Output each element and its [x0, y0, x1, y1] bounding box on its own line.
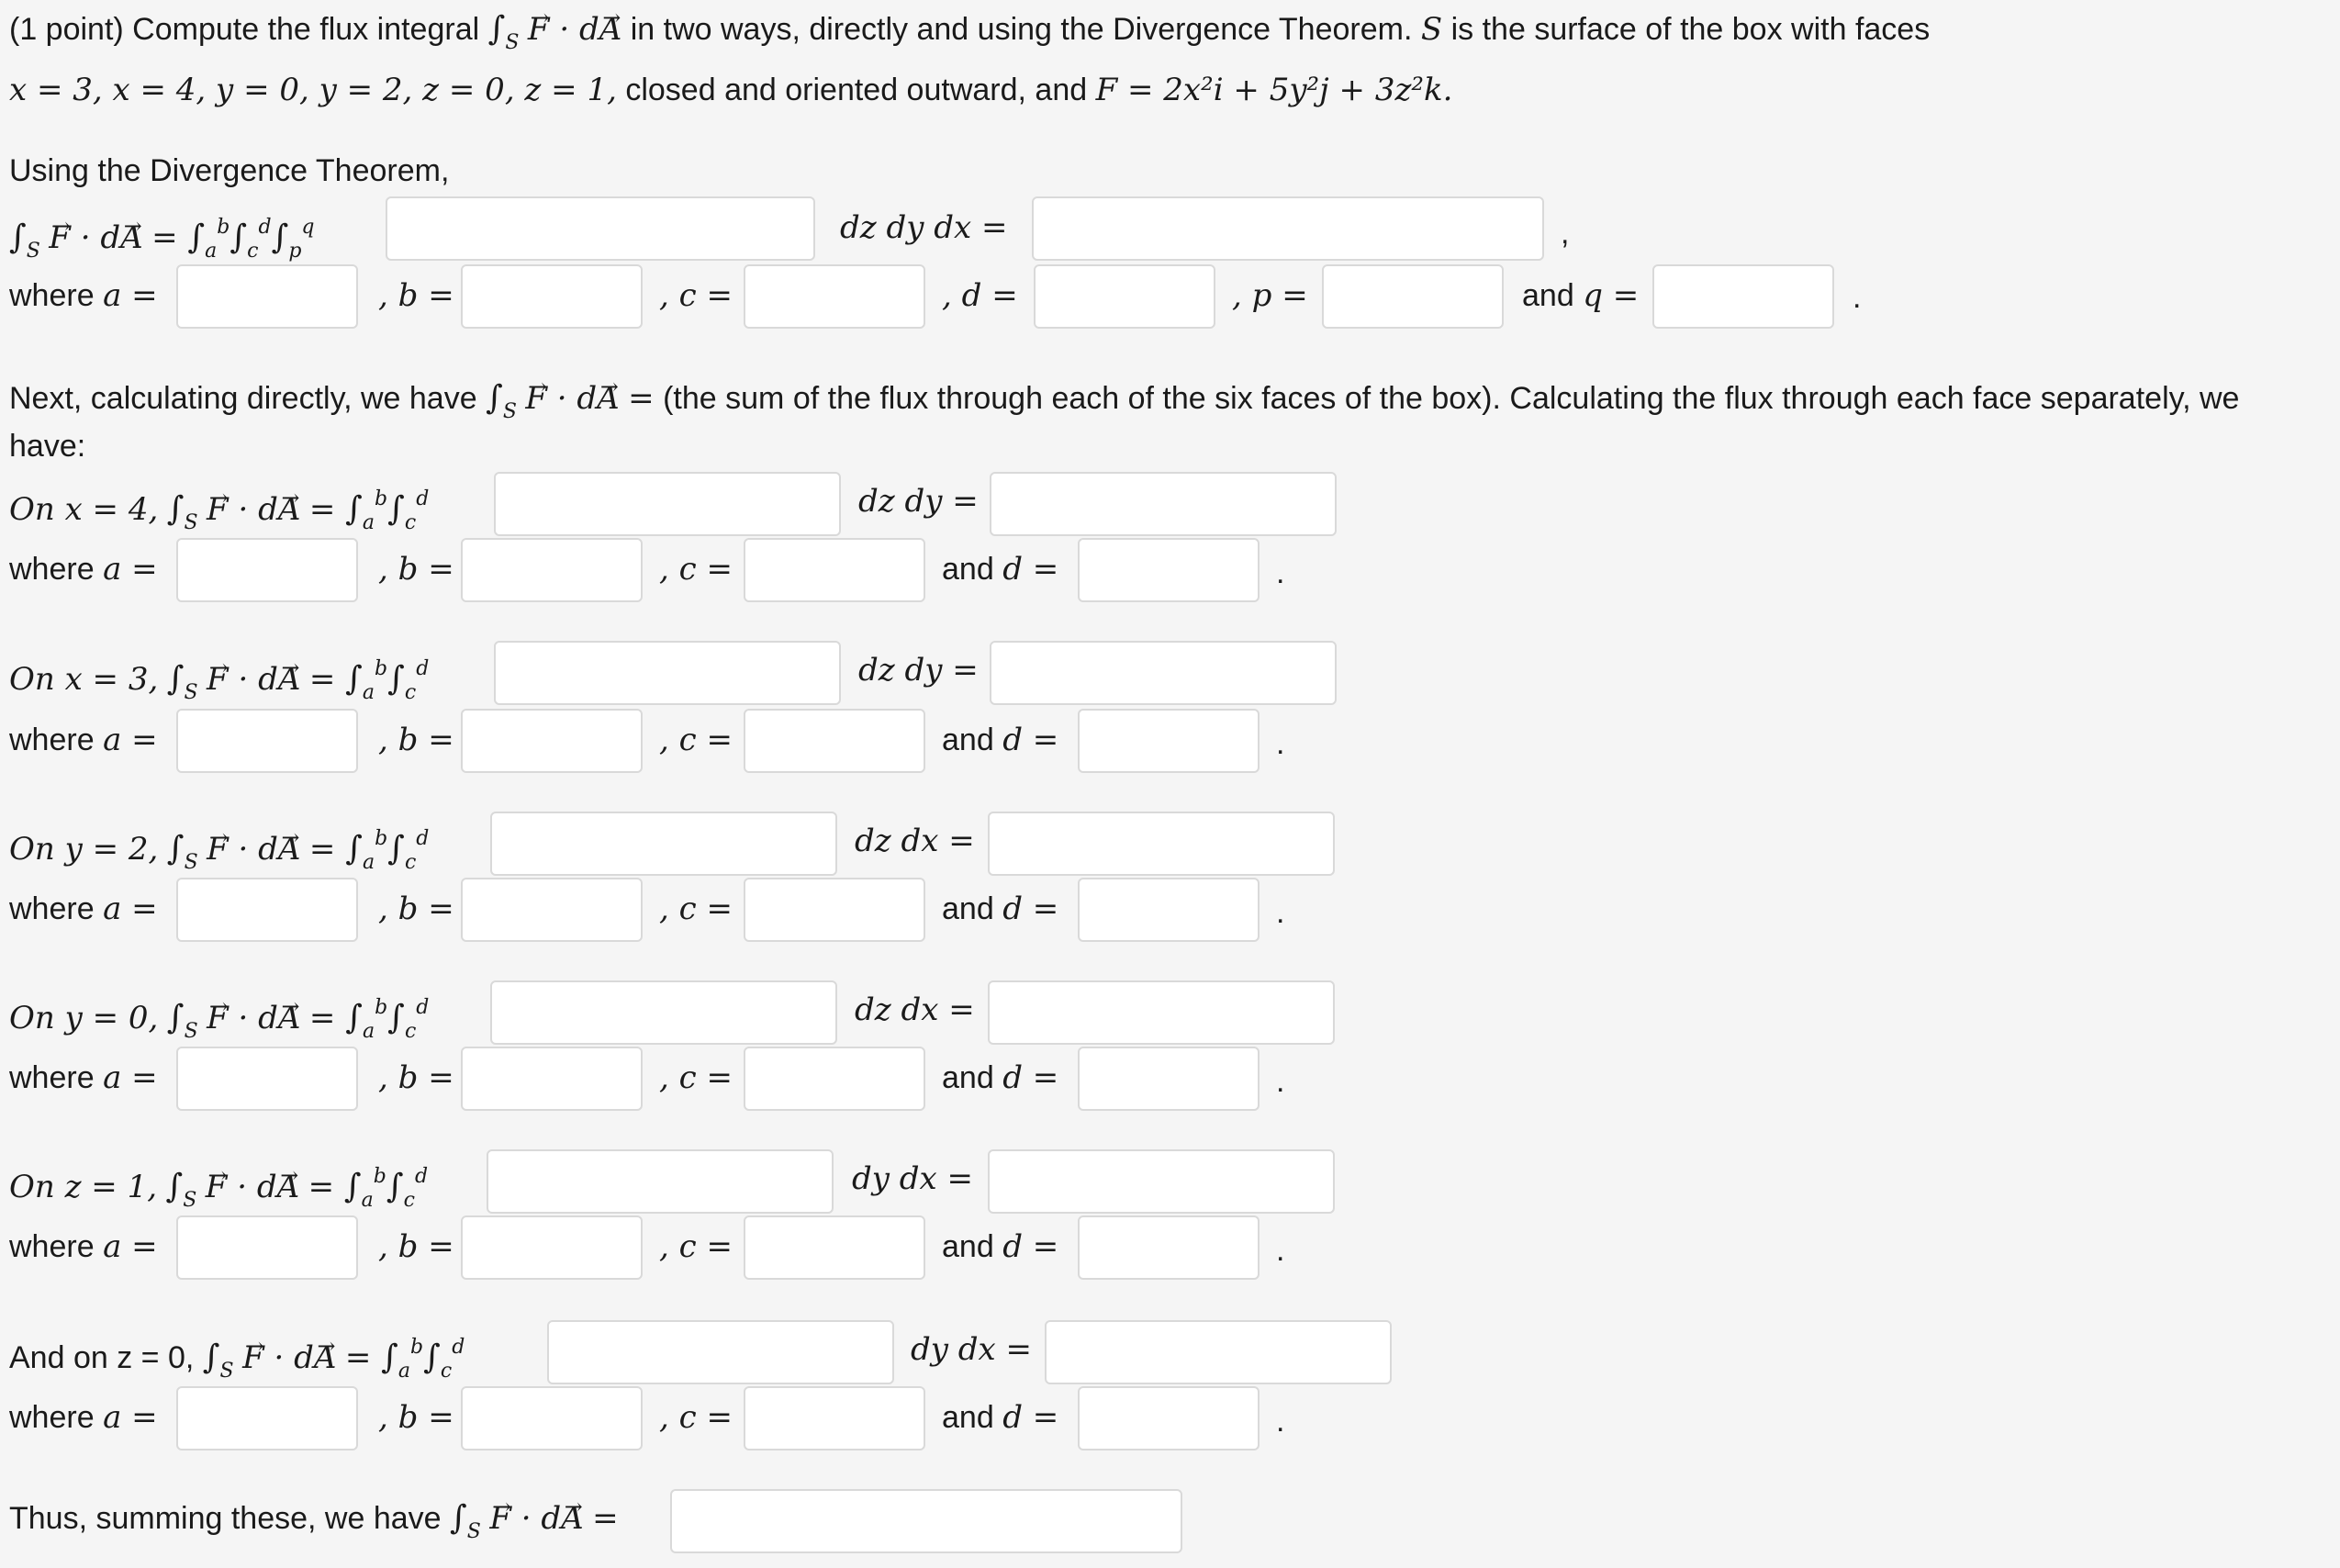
- face-y2-integrand-input[interactable]: [490, 812, 837, 876]
- div-differentials: dz dy dx =: [840, 209, 1008, 246]
- label-b: , b =: [378, 1059, 454, 1096]
- face-x4-result-input[interactable]: [990, 472, 1337, 536]
- face-z1-where-a: where a =: [9, 1228, 158, 1265]
- face-x4-c-input[interactable]: [744, 538, 925, 602]
- label-b: , b =: [378, 551, 454, 588]
- face-y0-b-input[interactable]: [461, 1047, 643, 1111]
- face-y0-where-a: where a =: [9, 1059, 158, 1096]
- div-where-a: where a =: [9, 277, 158, 314]
- face-z0-d-input[interactable]: [1078, 1386, 1260, 1450]
- label-d: and d =: [942, 890, 1059, 927]
- face-x3-integral: On x = 3, $\int_S \to F \cdot d\to A = \int_a^b\int_c^d$: [9, 647, 429, 715]
- face-x3-where-a: where a =: [9, 722, 158, 758]
- div-q-input[interactable]: [1652, 264, 1834, 329]
- face-z1-c-input[interactable]: [744, 1215, 925, 1280]
- face-y2-d-input[interactable]: [1078, 878, 1260, 942]
- face-y2-b-input[interactable]: [461, 878, 643, 942]
- face-z1-integrand-input[interactable]: [487, 1149, 834, 1214]
- label-b: , b =: [378, 277, 454, 314]
- face-z1-result-input[interactable]: [988, 1149, 1335, 1214]
- face-y0-d-input[interactable]: [1078, 1047, 1260, 1111]
- face-x4-differentials: dz dy =: [858, 483, 979, 520]
- label-d: and d =: [942, 1399, 1059, 1436]
- div-p-input[interactable]: [1322, 264, 1504, 329]
- face-y2-differentials: dz dx =: [855, 823, 975, 859]
- intro-line-2: x = 3, x = 4, y = 0, y = 2, z = 0, z = 1, closed and oriented outward, and F = 2x²i + 5y²j + 3z²k.: [9, 72, 1453, 108]
- face-x3-integrand-input[interactable]: [494, 641, 841, 705]
- face-x3-b-input[interactable]: [461, 709, 643, 773]
- face-x4-where-a: where a =: [9, 551, 158, 588]
- label-q: and q =: [1522, 277, 1640, 314]
- period: .: [1853, 280, 1862, 315]
- face-z0-c-input[interactable]: [744, 1386, 925, 1450]
- face-z0-differentials: dy dx =: [911, 1331, 1033, 1368]
- face-z1-differentials: dy dx =: [852, 1160, 974, 1197]
- label-c: , c =: [659, 277, 733, 314]
- div-integrand-input[interactable]: [386, 196, 815, 261]
- face-x4-a-input[interactable]: [176, 538, 358, 602]
- direct-text: Next, calculating directly, we have $\int_S \to F \cdot d\to A = (the$ sum of the flux through each of the six faces of the box). Calculating the flux through each face separately, we: [9, 376, 2239, 434]
- div-integral: $\int_S \to F \cdot d\to A = \int_a^b\int_c^d\int_p^q$: [9, 206, 315, 274]
- face-x3-differentials: dz dy =: [858, 652, 979, 689]
- label-d: and d =: [942, 1059, 1059, 1096]
- label-c: , c =: [659, 1059, 733, 1096]
- div-a-input[interactable]: [176, 264, 358, 329]
- face-z1-b-input[interactable]: [461, 1215, 643, 1280]
- face-x4-b-input[interactable]: [461, 538, 643, 602]
- face-z0-a-input[interactable]: [176, 1386, 358, 1450]
- intro-line-1: (1 point) Compute the flux integral $\int_S \to F \cdot d\to A$ in two ways, directly and using the Divergence Theorem. S is the surface of the box with faces: [9, 7, 1930, 65]
- label-p: , p =: [1232, 277, 1308, 314]
- label-c: , c =: [659, 722, 733, 758]
- div-b-input[interactable]: [461, 264, 643, 329]
- face-z1-d-input[interactable]: [1078, 1215, 1260, 1280]
- label-d: and d =: [942, 1228, 1059, 1265]
- summary-line: Thus, summing these, we have $\int_S \to F \cdot d\to A$ =: [9, 1496, 619, 1554]
- period: .: [1276, 1064, 1285, 1099]
- face-x4-integral: On x = 4, $\int_S \to F \cdot d\to A = \int_a^b\int_c^d$: [9, 477, 429, 545]
- div-result-input[interactable]: [1032, 196, 1544, 261]
- period: .: [1276, 555, 1285, 590]
- label-c: , c =: [659, 551, 733, 588]
- face-y0-c-input[interactable]: [744, 1047, 925, 1111]
- face-y2-a-input[interactable]: [176, 878, 358, 942]
- label-d: and d =: [942, 551, 1059, 588]
- face-y2-c-input[interactable]: [744, 878, 925, 942]
- face-y0-integrand-input[interactable]: [490, 980, 837, 1045]
- comma: ,: [1561, 216, 1570, 251]
- face-z0-integrand-input[interactable]: [547, 1320, 894, 1384]
- face-z0-where-a: where a =: [9, 1399, 158, 1436]
- face-z0-result-input[interactable]: [1045, 1320, 1392, 1384]
- face-y2-result-input[interactable]: [988, 812, 1335, 876]
- face-y0-integral: On y = 0, $\int_S \to F \cdot d\to A = \int_a^b\int_c^d$: [9, 986, 429, 1054]
- label-b: , b =: [378, 1399, 454, 1436]
- label-b: , b =: [378, 1228, 454, 1265]
- face-y0-result-input[interactable]: [988, 980, 1335, 1045]
- div-d-input[interactable]: [1034, 264, 1215, 329]
- face-z1-integral: On z = 1, $\int_S \to F \cdot d\to A = \int_a^b\int_c^d$: [9, 1155, 428, 1223]
- face-x4-integrand-input[interactable]: [494, 472, 841, 536]
- face-y2-integral: On y = 2, $\int_S \to F \cdot d\to A = \int_a^b\int_c^d$: [9, 817, 429, 885]
- face-x4-d-input[interactable]: [1078, 538, 1260, 602]
- label-c: , c =: [659, 890, 733, 927]
- label-c: , c =: [659, 1228, 733, 1265]
- face-z0-b-input[interactable]: [461, 1386, 643, 1450]
- face-y2-where-a: where a =: [9, 890, 158, 927]
- period: .: [1276, 895, 1285, 930]
- direct-text-2: have:: [9, 429, 86, 464]
- face-y0-a-input[interactable]: [176, 1047, 358, 1111]
- face-y0-differentials: dz dx =: [855, 991, 975, 1028]
- label-d: , d =: [942, 277, 1018, 314]
- face-x3-a-input[interactable]: [176, 709, 358, 773]
- face-x3-c-input[interactable]: [744, 709, 925, 773]
- face-x3-result-input[interactable]: [990, 641, 1337, 705]
- face-x3-d-input[interactable]: [1078, 709, 1260, 773]
- label-d: and d =: [942, 722, 1059, 758]
- div-heading: Using the Divergence Theorem,: [9, 153, 450, 188]
- div-c-input[interactable]: [744, 264, 925, 329]
- period: .: [1276, 726, 1285, 761]
- face-z1-a-input[interactable]: [176, 1215, 358, 1280]
- face-z0-integral: And on z = 0, $\int_S \to F \cdot d\to A = \int_a^b\int_c^d$: [9, 1326, 465, 1394]
- label-b: , b =: [378, 722, 454, 758]
- label-b: , b =: [378, 890, 454, 927]
- label-c: , c =: [659, 1399, 733, 1436]
- summary-result-input[interactable]: [670, 1489, 1182, 1553]
- period: .: [1276, 1404, 1285, 1439]
- period: .: [1276, 1233, 1285, 1268]
